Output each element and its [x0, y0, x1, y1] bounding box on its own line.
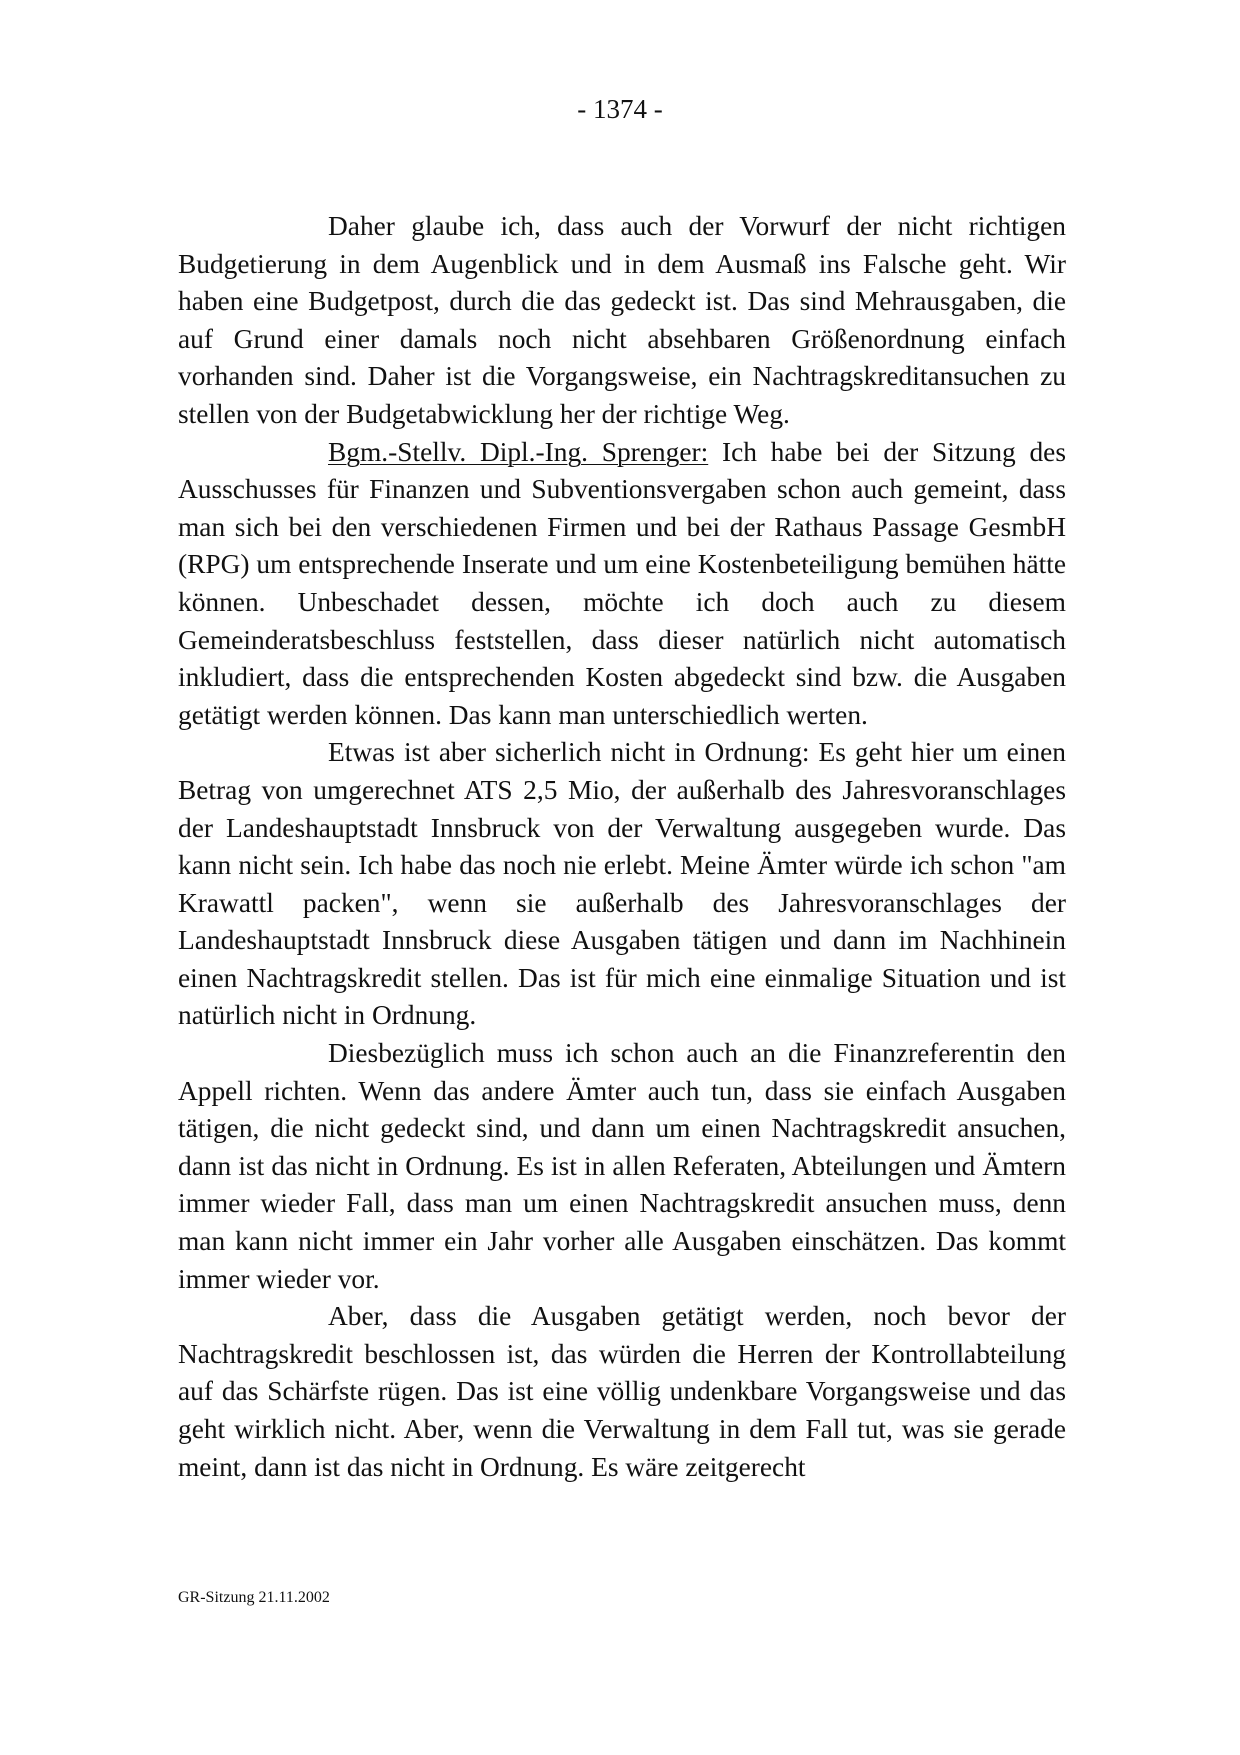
paragraph — [178, 1298, 1066, 1486]
paragraph-text: Diesbezüglich muss ich schon auch an die Finanzreferentin den Appell richten. Wenn das andere Ämter auch tun, dass sie einfach Ausgaben tätigen, die nicht gedeckt sind, und dann um einen Nachtragskredit ansuchen, dann ist das nicht in Ordnung. Es ist in allen Referaten, Abteilungen und Ämtern immer wieder Fall, dass man um einen Nachtragskredit ansuchen muss, denn man kann nicht immer ein Jahr vorher alle Ausgaben einschätzen. Das kommt immer wieder vor. — [178, 1038, 1066, 1294]
footer-session-date: GR-Sitzung 21.11.2002 — [178, 1589, 330, 1606]
paragraph-text: Aber, dass die Ausgaben getätigt werden, noch bevor der Nachtragskredit beschlossen ist, das würden die Herren der Kontrollabteilung auf das Schärfste rügen. Das ist eine völlig undenkbare Vorgangsweise und das geht wirklich nicht. Aber, wenn die Verwaltung in dem Fall tut, was sie gerade meint, dann ist das nicht in Ordnung. Es wäre zeitgerecht — [178, 1301, 1066, 1482]
document-body — [178, 208, 1066, 1486]
paragraph-text: Daher glaube ich, dass auch der Vorwurf der nicht richtigen Budgetierung in dem Augenblick und in dem Ausmaß ins Falsche geht. Wir haben eine Budgetpost, durch die das gedeckt ist. Das sind Mehrausgaben, die auf Grund einer damals noch nicht absehbaren Größenordnung einfach vorhanden sind. Daher ist die Vorgangsweise, ein Nachtragskreditansuchen zu stellen von der Budgetabwicklung her der richtige Weg. — [178, 211, 1066, 429]
paragraph — [178, 434, 1066, 735]
paragraph — [178, 734, 1066, 1035]
paragraph-text: Ich habe bei der Sitzung des Ausschusses für Finanzen und Subventionsvergaben schon auch gemeint, dass man sich bei den verschiedenen Firmen und bei der Rathaus Passage GesmbH (RPG) um entsprechende Inserate und um eine Kostenbeteiligung bemühen hätte können. Unbeschadet dessen, möchte ich doch auch zu diesem Gemeinderatsbeschluss feststellen, dass dieser natürlich nicht automatisch inkludiert, dass die entsprechenden Kosten abgedeckt sind bzw. die Ausgaben getätigt werden können. Das kann man unterschiedlich werten. — [178, 436, 1066, 730]
speaker-name: Bgm.-Stellv. Dipl.-Ing. Sprenger: — [328, 436, 709, 467]
paragraph — [178, 208, 1066, 434]
paragraph-text: Etwas ist aber sicherlich nicht in Ordnung: Es geht hier um einen Betrag von umgerechnet ATS 2,5 Mio, der außerhalb des Jahresvoranschlages der Landeshauptstadt Innsbruck von der Verwaltung ausgegeben wurde. Das kann nicht sein. Ich habe das noch nie erlebt. Meine Ämter würde ich schon "am Krawattl packen", wenn sie außerhalb des Jahresvoranschlages der Landeshauptstadt Innsbruck diese Ausgaben tätigen und dann im Nachhinein einen Nachtragskredit stellen. Das ist für mich eine einmalige Situation und ist natürlich nicht in Ordnung. — [178, 737, 1066, 1031]
page-number: - 1374 - — [577, 94, 663, 124]
paragraph — [178, 1035, 1066, 1298]
